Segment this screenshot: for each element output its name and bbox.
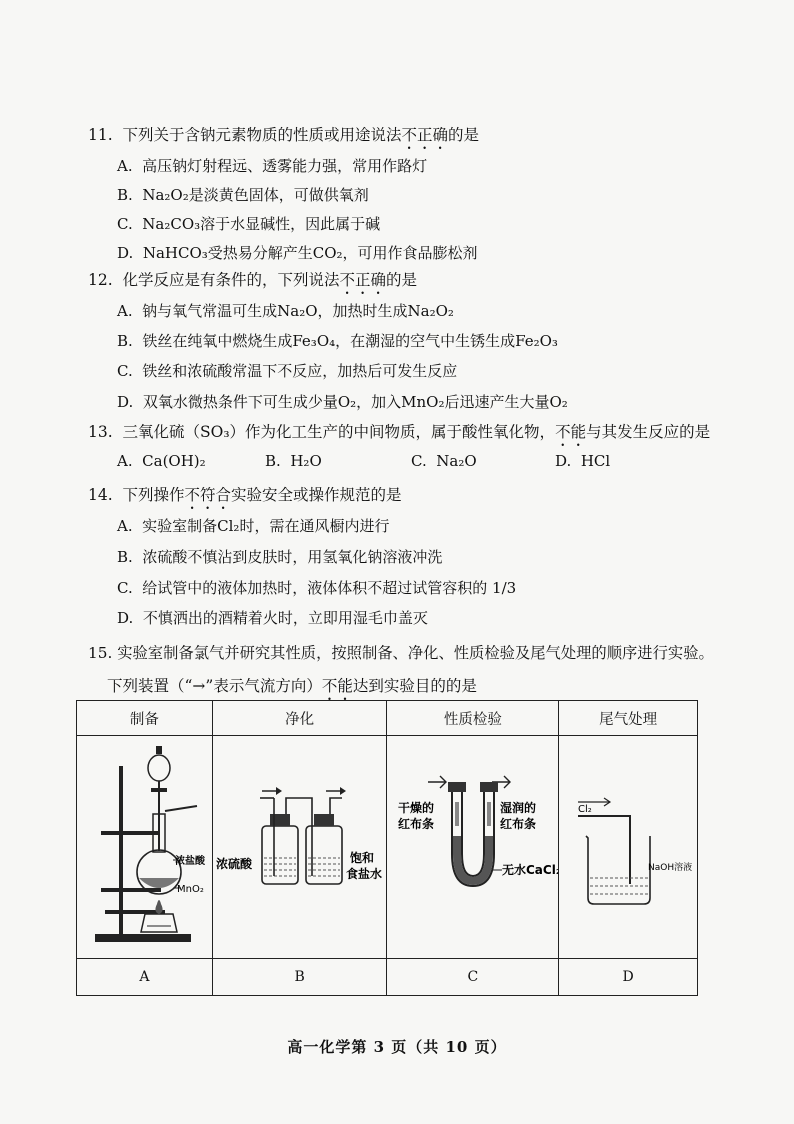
header-property-test: 性质检验 <box>387 701 559 736</box>
figure-c-cell <box>387 736 559 959</box>
label-naoh: NaOH溶液 <box>648 863 693 873</box>
header-purification: 净化 <box>212 701 387 736</box>
label-conc-sulfuric: 浓硫酸 <box>215 857 252 871</box>
label-mno2: MnO₂ <box>177 884 205 895</box>
q11-option-c: C. Na₂CO₃溶于水显碱性，因此属于碱 <box>117 215 381 233</box>
label-red-cloth-right: 红布条 <box>499 817 536 831</box>
q14-option-d: D. 不慎洒出的酒精着火时，立即用湿毛巾盖灭 <box>117 609 428 627</box>
figure-a-cell <box>77 736 213 959</box>
label-conc-hcl: 浓盐酸 <box>175 856 206 867</box>
chlorine-generator-figure <box>77 736 211 954</box>
q12-option-b: B. 铁丝在纯氧中燃烧生成Fe₃O₄，在潮湿的空气中生锈生成Fe₂O₃ <box>117 332 558 350</box>
label-cacl2: 无水CaCl₂ <box>501 863 558 877</box>
q14-option-c: C. 给试管中的液体加热时，液体体积不超过试管容积的 1/3 <box>117 579 517 597</box>
q11-option-b: B. Na₂O₂是淡黄色固体，可做供氧剂 <box>117 186 369 204</box>
q14-option-a: A. 实验室制备Cl₂时，需在通风橱内进行 <box>117 517 390 535</box>
purification-bottles-figure <box>214 736 386 954</box>
header-tail-gas: 尾气处理 <box>559 701 698 736</box>
u-tube-figure <box>388 736 558 954</box>
label-red-cloth-left: 红布条 <box>397 817 434 831</box>
page-footer: 高一化学第 3 页（共 10 页） <box>287 1038 507 1056</box>
label-cl2: Cl₂ <box>578 804 592 815</box>
q12-option-a: A. 钠与氧气常温可生成Na₂O，加热时生成Na₂O₂ <box>117 302 454 320</box>
label-brine: 食盐水 <box>345 867 382 881</box>
header-preparation: 制备 <box>77 701 213 736</box>
label-a: A <box>77 959 213 996</box>
label-saturated: 饱和 <box>349 851 374 865</box>
label-dry: 干燥的 <box>397 801 434 815</box>
question-11-stem: 11. 下列关于含钠元素物质的性质或用途说法不正确的是 <box>88 126 480 144</box>
q13-option-d: D. HCl <box>555 452 611 470</box>
question-15-stem-line2: 下列装置（“→”表示气流方向）不能达到实验目的的是 <box>107 677 477 695</box>
tail-gas-beaker-figure <box>560 736 696 954</box>
q12-option-c: C. 铁丝和浓硫酸常温下不反应，加热后可发生反应 <box>117 362 458 380</box>
q13-option-c: C. Na₂O <box>411 452 477 470</box>
q11-option-a: A. 高压钠灯射程远、透雾能力强，常用作路灯 <box>117 157 428 175</box>
question-14-stem: 14. 下列操作不符合实验安全或操作规范的是 <box>88 486 402 504</box>
q14-option-b: B. 浓硫酸不慎沾到皮肤时，用氢氧化钠溶液冲洗 <box>117 548 443 566</box>
label-b: B <box>212 959 387 996</box>
q13-option-a: A. Ca(OH)₂ <box>117 452 206 470</box>
figure-d-cell <box>559 736 698 959</box>
q13-option-b: B. H₂O <box>265 452 322 470</box>
label-d: D <box>559 959 698 996</box>
question-13-stem: 13. 三氧化硫（SO₃）作为化工生产的中间物质，属于酸性氧化物，不能与其发生反应的是 <box>88 423 711 441</box>
apparatus-table <box>76 700 698 996</box>
question-15-stem: 15. 实验室制备氯气并研究其性质，按照制备、净化、性质检验及尾气处理的顺序进行实验。 <box>88 644 714 662</box>
figure-b-cell <box>212 736 387 959</box>
q11-option-d: D. NaHCO₃受热易分解产生CO₂，可用作食品膨松剂 <box>117 244 478 262</box>
q12-option-d: D. 双氧水微热条件下可生成少量O₂，加入MnO₂后迅速产生大量O₂ <box>117 393 568 411</box>
question-12-stem: 12. 化学反应是有条件的，下列说法不正确的是 <box>88 271 418 289</box>
label-c: C <box>387 959 559 996</box>
label-wet: 湿润的 <box>499 801 536 815</box>
